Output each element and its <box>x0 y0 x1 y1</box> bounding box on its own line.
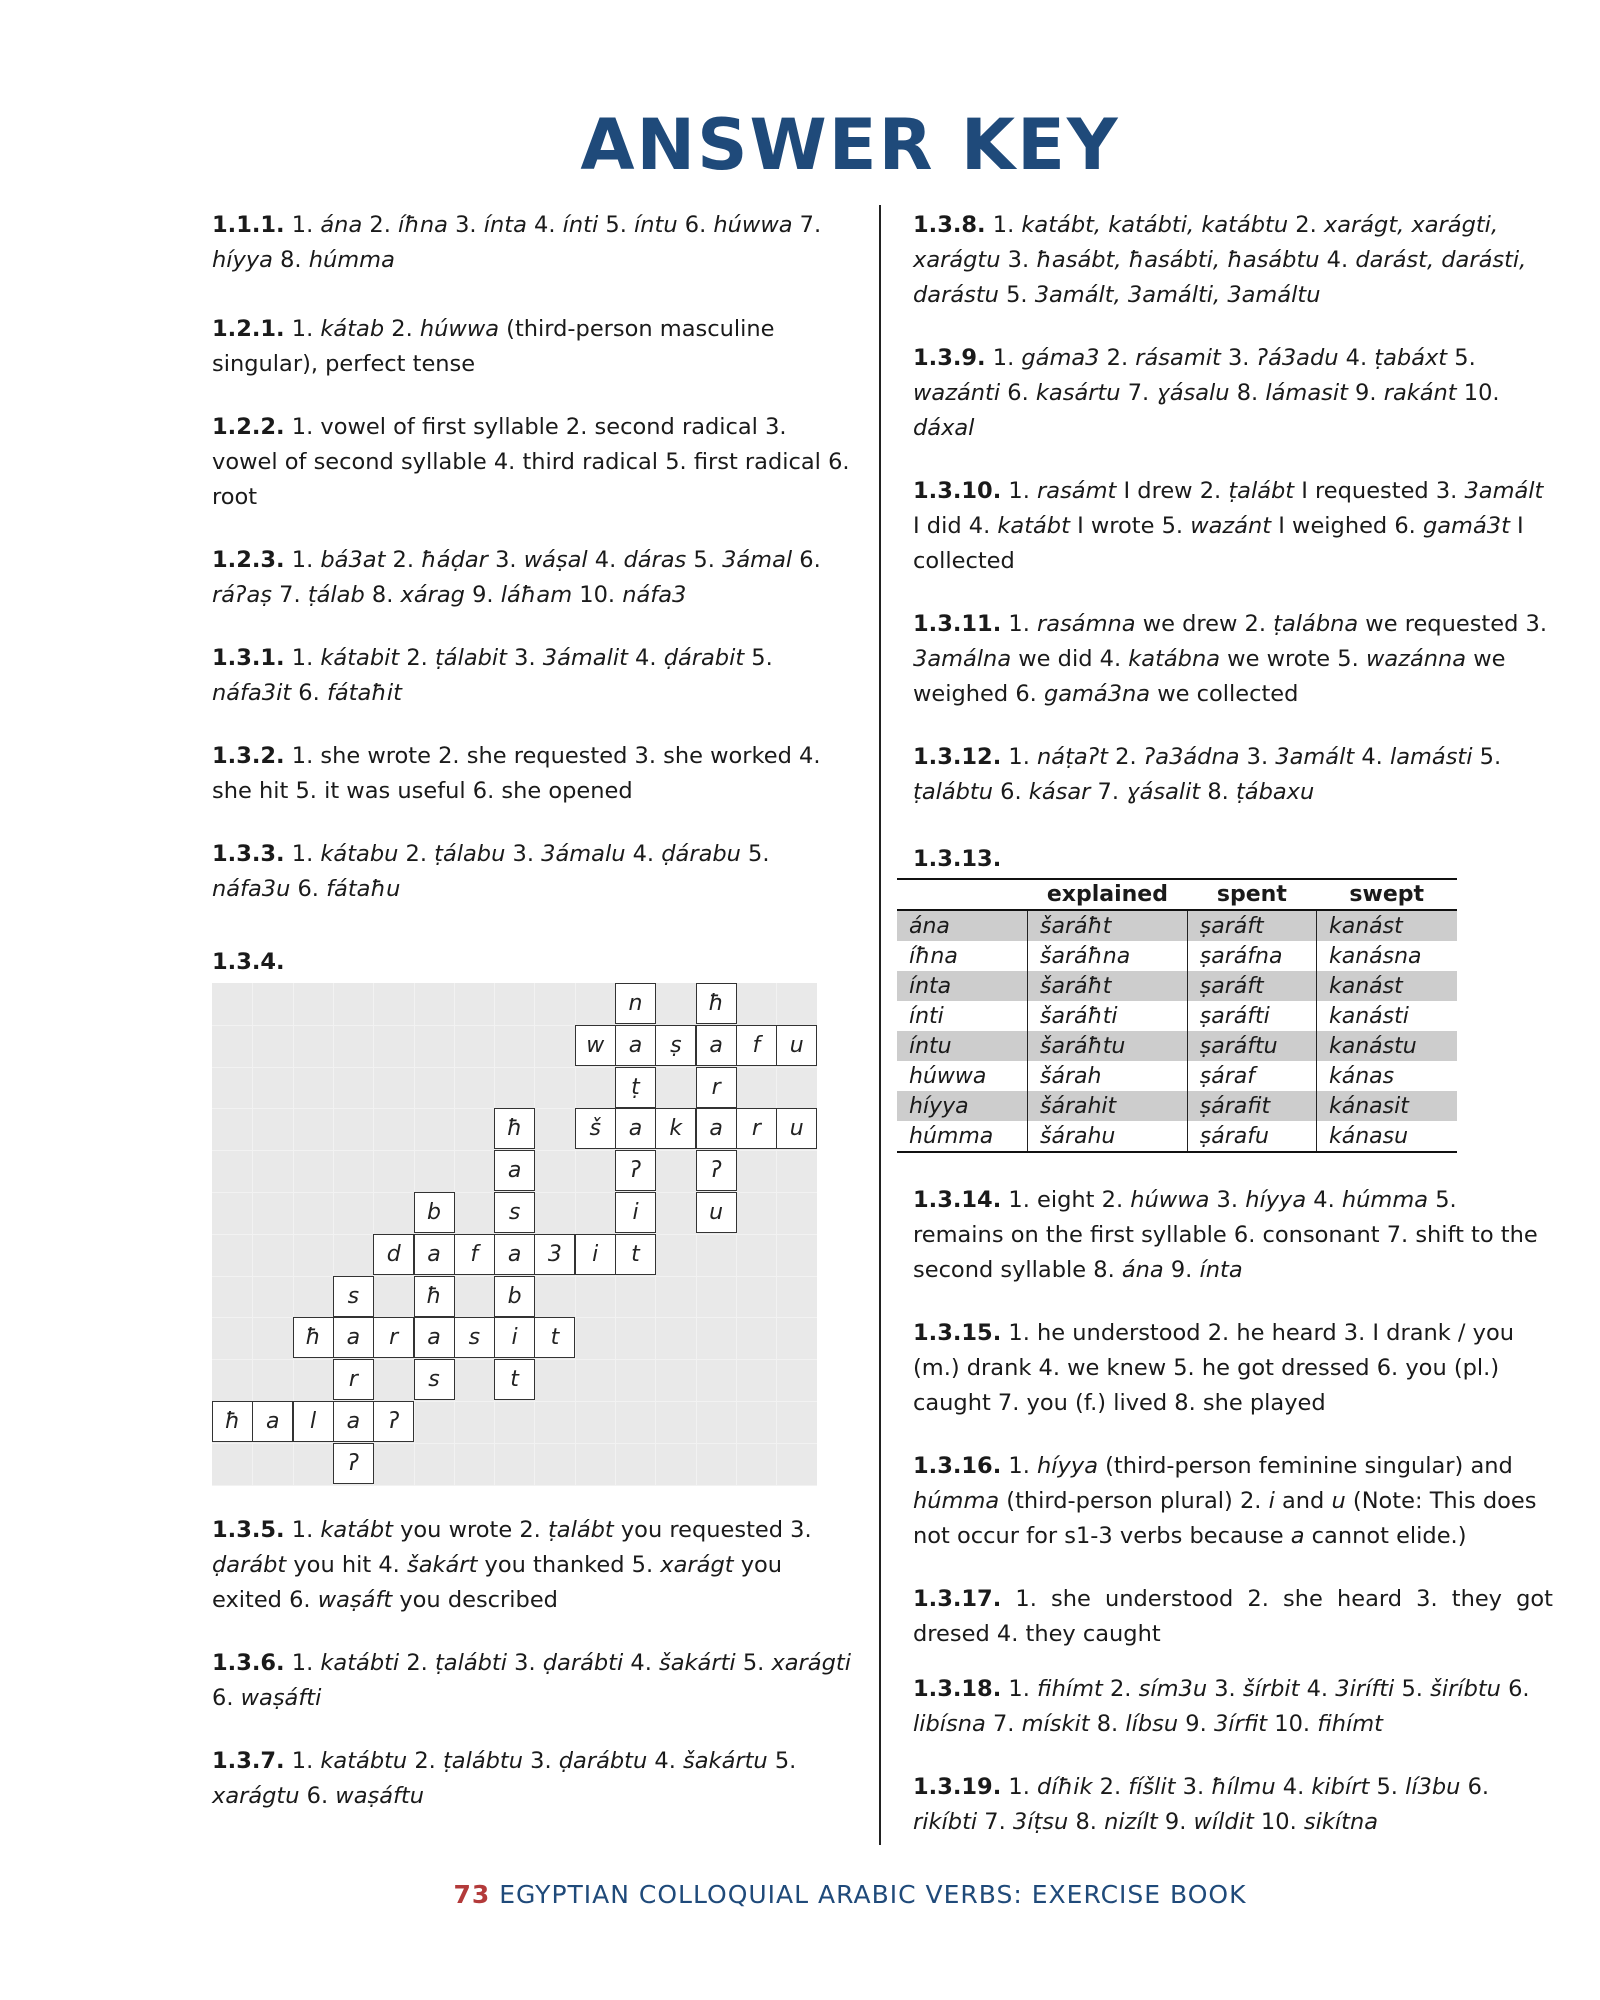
crossword-cell: a <box>333 1401 374 1442</box>
table-cell: kánasit <box>1316 1091 1457 1121</box>
crossword-cell: ṭ <box>615 1067 656 1108</box>
table-cell: šárah <box>1028 1061 1188 1091</box>
crossword-cell: r <box>373 1317 414 1358</box>
crossword-cell: ʔ <box>696 1150 737 1191</box>
table-cell: ṣaráft <box>1187 971 1316 1001</box>
answer-text: 1. díħik 2. fíšlit 3. ħílmu 4. kibírt 5. lí3bu 6. rikíbti 7. 3íṭsu 8. nizílt 9. wíldit 10. sikítna <box>913 1774 1490 1835</box>
crossword-cell: s <box>414 1359 455 1400</box>
table-cell: šaráħtu <box>1028 1031 1188 1061</box>
answer-id: 1.3.3. <box>212 841 285 867</box>
answer-id: 1.3.9. <box>913 345 986 371</box>
table-cell: ínti <box>909 1003 944 1029</box>
answer-text: 1. kátabu 2. ṭálabu 3. 3ámalu 4. ḍárabu 5. náfa3u 6. fátaħu <box>212 841 770 902</box>
answer-text: 1. katábt, katábti, katábtu 2. xarágt, xarágti, xarágtu 3. ħasábt, ħasábti, ħasábtu 4. darást, darásti, darástu 5. 3amált, 3amálti, 3amáltu <box>913 212 1527 308</box>
table-cell: šárahit <box>1028 1091 1188 1121</box>
answer-entry <box>913 740 1553 810</box>
answer-entry <box>212 410 852 515</box>
table-cell: ṣaráfti <box>1187 1001 1316 1031</box>
answer-id: 1.3.7. <box>212 1748 285 1774</box>
answer-text: 1. he understood 2. he heard 3. I drank / you (m.) drank 4. we knew 5. he got dressed 6. you (pl.) caught 7. you (f.) lived 8. she played <box>913 1320 1515 1416</box>
crossword-cell: ṣ <box>655 1025 696 1066</box>
table-cell: ṣárafit <box>1187 1091 1316 1121</box>
answer-entry <box>212 641 852 711</box>
answer-id: 1.3.17. <box>913 1586 1002 1612</box>
table-cell: híyya <box>897 1091 1028 1121</box>
table-cell: kánas <box>1316 1061 1457 1091</box>
crossword-cell: r <box>333 1359 374 1400</box>
table-cell: kanást <box>1316 971 1457 1001</box>
answer-text: 1. rasámt I drew 2. ṭalábt I requested 3. 3amált I did 4. katábt I wrote 5. wazánt I weighed 6. gamá3t I collected <box>913 478 1544 574</box>
answer-text: 1. katábt you wrote 2. ṭalábt you requested 3. ḍarábt you hit 4. šakárt you thanked 5. xarágt you exited 6. waṣáft you described <box>212 1517 812 1613</box>
table-cell: šaráħna <box>1028 941 1188 971</box>
crossword-cell: a <box>696 1108 737 1149</box>
answer-id: 1.3.5. <box>212 1517 285 1543</box>
crossword-cell: a <box>494 1150 535 1191</box>
crossword-cell: a <box>414 1234 455 1275</box>
table-header-row <box>897 879 1457 910</box>
crossword-cell: ʔ <box>373 1401 414 1442</box>
crossword-cell: i <box>575 1234 616 1275</box>
answer-text: 1. rasámna we drew 2. ṭalábna we requested 3. 3amálna we did 4. katábna we wrote 5. wazánna we weighed 6. gamá3na we collected <box>913 611 1547 707</box>
table-cell: kanásna <box>1316 941 1457 971</box>
crossword-cell: u <box>776 1025 817 1066</box>
answer-id: 1.3.6. <box>212 1650 285 1676</box>
answer-text: 1. bá3at 2. ħáḍar 3. wáṣal 4. dáras 5. 3ámal 6. ráʔaṣ 7. ṭálab 8. xárag 9. láħam 10. náfa3 <box>212 547 821 608</box>
crossword-cell: ʔ <box>333 1443 374 1484</box>
answer-id: 1.3.1. <box>212 645 285 671</box>
answer-entry <box>212 739 852 809</box>
crossword-cell: š <box>575 1108 616 1149</box>
answer-id: 1.2.3. <box>212 547 285 573</box>
crossword-cell: b <box>494 1276 535 1317</box>
crossword-cell: t <box>534 1317 575 1358</box>
answer-text: 1. ána 2. íħna 3. ínta 4. ínti 5. íntu 6. húwwa 7. híyya 8. húmma <box>212 212 822 273</box>
table-cell: ṣárafu <box>1187 1121 1316 1152</box>
answer-entry <box>913 607 1553 712</box>
answer-entry <box>913 474 1553 579</box>
table-cell: kanást <box>1316 910 1457 941</box>
book-title: EGYPTIAN COLLOQUIAL ARABIC VERBS: EXERCISE BOOK <box>499 1880 1247 1909</box>
answer-text: 1. kátabit 2. ṭálabit 3. 3ámalit 4. ḍárabit 5. náfa3it 6. fátaħit <box>212 645 773 706</box>
conjugation-table <box>897 878 1457 1153</box>
table-cell: ána <box>897 910 1028 941</box>
answer-text: 1. náṭaʔt 2. ʔa3ádna 3. 3amált 4. lamásti 5. ṭalábtu 6. kásar 7. ɣásalit 8. ṭábaxu <box>913 744 1502 805</box>
table-cell: ṣaráftu <box>1187 1031 1316 1061</box>
table-cell: ṣaráfna <box>1187 941 1316 971</box>
crossword-cell: r <box>696 1067 737 1108</box>
answer-entry <box>212 1744 852 1814</box>
page-title: ANSWER KEY <box>580 104 1120 186</box>
table-row <box>897 941 1457 971</box>
crossword-cell: w <box>575 1025 616 1066</box>
crossword-cell: a <box>615 1025 656 1066</box>
answer-entry <box>212 1646 852 1716</box>
answer-id: 1.1.1. <box>212 212 285 238</box>
page-number: 73 <box>453 1880 491 1909</box>
table-row <box>897 1061 1457 1091</box>
table-cell: íntu <box>897 1031 1028 1061</box>
crossword-cell: 3 <box>534 1234 575 1275</box>
table-label: 1.3.13. <box>913 846 1002 872</box>
answer-text: 1. híyya (third-person feminine singular) and húmma (third-person plural) 2. i and u (Note: This does not occur for s1-3 verbs because a cannot elide.) <box>913 1453 1537 1549</box>
crossword-cell: u <box>696 1192 737 1233</box>
answer-id: 1.2.2. <box>212 414 285 440</box>
table-cell: kanásti <box>1316 1001 1457 1031</box>
crossword-cell: a <box>696 1025 737 1066</box>
answer-entry <box>913 208 1553 313</box>
crossword-cell: a <box>615 1108 656 1149</box>
table-header-cell: swept <box>1316 879 1457 910</box>
answer-text: 1. katábti 2. ṭalábti 3. ḍarábti 4. šakárti 5. xarágti 6. waṣáfti <box>212 1650 851 1711</box>
crossword-label: 1.3.4. <box>212 949 285 975</box>
crossword-cell: ħ <box>293 1317 334 1358</box>
table-cell: ínta <box>897 971 1028 1001</box>
crossword-cell: s <box>494 1192 535 1233</box>
answer-entry <box>212 543 852 613</box>
table-cell: húwwa <box>909 1063 987 1089</box>
answer-entry <box>212 1513 852 1618</box>
answer-id: 1.3.19. <box>913 1774 1002 1800</box>
table-header-cell <box>897 879 1028 910</box>
answer-id: 1.3.10. <box>913 478 1002 504</box>
crossword-cell: f <box>454 1234 495 1275</box>
table-row <box>897 971 1457 1001</box>
crossword-cell: i <box>494 1317 535 1358</box>
crossword-cell: ħ <box>414 1276 455 1317</box>
crossword-cell: ħ <box>494 1108 535 1149</box>
table-cell: íħna <box>909 943 958 969</box>
crossword-grid <box>212 983 817 1485</box>
answer-entry <box>212 208 852 278</box>
table-row <box>897 1121 1457 1152</box>
answer-entry <box>913 1770 1553 1840</box>
table-row <box>897 1001 1457 1031</box>
answer-entry <box>212 837 852 907</box>
page-footer <box>0 1880 1600 1909</box>
table-cell: šárahu <box>1028 1121 1188 1152</box>
table-header-cell: spent <box>1187 879 1316 910</box>
answer-entry <box>913 1449 1553 1554</box>
crossword-cell: b <box>414 1192 455 1233</box>
crossword-cell: a <box>494 1234 535 1275</box>
answer-id: 1.3.12. <box>913 744 1002 770</box>
answer-text: 1. katábtu 2. ṭalábtu 3. ḍarábtu 4. šakártu 5. xarágtu 6. waṣáftu <box>212 1748 797 1809</box>
answer-id: 1.3.11. <box>913 611 1002 637</box>
crossword-cell: ħ <box>696 983 737 1024</box>
table-cell: šaráħti <box>1028 1001 1188 1031</box>
table-cell: šaráħt <box>1028 910 1188 941</box>
answer-text: 1. fihímt 2. sím3u 3. šírbit 4. 3irífti 5. širíbtu 6. libísna 7. mískit 8. líbsu 9. 3írfit 10. fihímt <box>913 1676 1530 1737</box>
crossword-cell: d <box>373 1234 414 1275</box>
answer-text: 1. she wrote 2. she requested 3. she worked 4. she hit 5. it was useful 6. she opened <box>212 743 821 804</box>
answer-entry <box>913 1582 1553 1652</box>
answer-text: 1. vowel of first syllable 2. second radical 3. vowel of second syllable 4. third radical 5. first radical 6. root <box>212 414 850 510</box>
crossword-cell: ħ <box>212 1401 253 1442</box>
answer-id: 1.3.15. <box>913 1320 1002 1346</box>
table-cell: kánasu <box>1316 1121 1457 1152</box>
answer-id: 1.2.1. <box>212 316 285 342</box>
table-header-cell: explained <box>1028 879 1188 910</box>
crossword-cell: s <box>454 1317 495 1358</box>
table-cell: ṣaráft <box>1187 910 1316 941</box>
table-cell: kanástu <box>1316 1031 1457 1061</box>
table-cell: húmma <box>897 1121 1028 1152</box>
table-row <box>897 910 1457 941</box>
crossword-cell: n <box>615 983 656 1024</box>
crossword-cell: a <box>252 1401 293 1442</box>
table-cell: ṣáraf <box>1187 1061 1316 1091</box>
answer-text: 1. kátab 2. húwwa (third-person masculine singular), perfect tense <box>212 316 775 377</box>
answer-text: 1. she understood 2. she heard 3. they got dresed 4. they caught <box>913 1586 1554 1647</box>
crossword-cell: r <box>736 1108 777 1149</box>
right-column <box>909 208 1554 1840</box>
crossword-cell: a <box>333 1317 374 1358</box>
crossword-cell: t <box>615 1234 656 1275</box>
crossword-cell: i <box>615 1192 656 1233</box>
answer-id: 1.3.2. <box>212 743 285 769</box>
table-row <box>897 1031 1457 1061</box>
answer-id: 1.3.16. <box>913 1453 1002 1479</box>
crossword-cell: f <box>736 1025 777 1066</box>
answer-text: 1. gáma3 2. rásamit 3. ʔá3adu 4. ṭabáxt 5. wazánti 6. kasártu 7. ɣásalu 8. lámasit 9. rakánt 10. dáxal <box>913 345 1500 441</box>
answer-entry <box>913 341 1553 446</box>
answer-id: 1.3.18. <box>913 1676 1002 1702</box>
crossword-cell: t <box>494 1359 535 1400</box>
crossword-cell: k <box>655 1108 696 1149</box>
crossword-cell: u <box>776 1108 817 1149</box>
answer-entry <box>913 1183 1553 1288</box>
table-cell: šaráħt <box>1028 971 1188 1001</box>
answer-id: 1.3.14. <box>913 1187 1002 1213</box>
column-divider <box>879 205 881 1845</box>
crossword-cell: s <box>333 1276 374 1317</box>
crossword-cell: l <box>293 1401 334 1442</box>
answer-text: 1. eight 2. húwwa 3. híyya 4. húmma 5. remains on the first syllable 6. consonant 7. shift to the second syllable 8. ána 9. ínta <box>913 1187 1538 1283</box>
answer-entry <box>212 312 852 382</box>
answer-entry <box>913 1672 1553 1742</box>
answer-id: 1.3.8. <box>913 212 986 238</box>
answer-entry <box>913 1316 1553 1421</box>
table-row <box>897 1091 1457 1121</box>
left-column <box>212 208 852 1814</box>
crossword-cell: ʔ <box>615 1150 656 1191</box>
crossword-cell: a <box>414 1317 455 1358</box>
